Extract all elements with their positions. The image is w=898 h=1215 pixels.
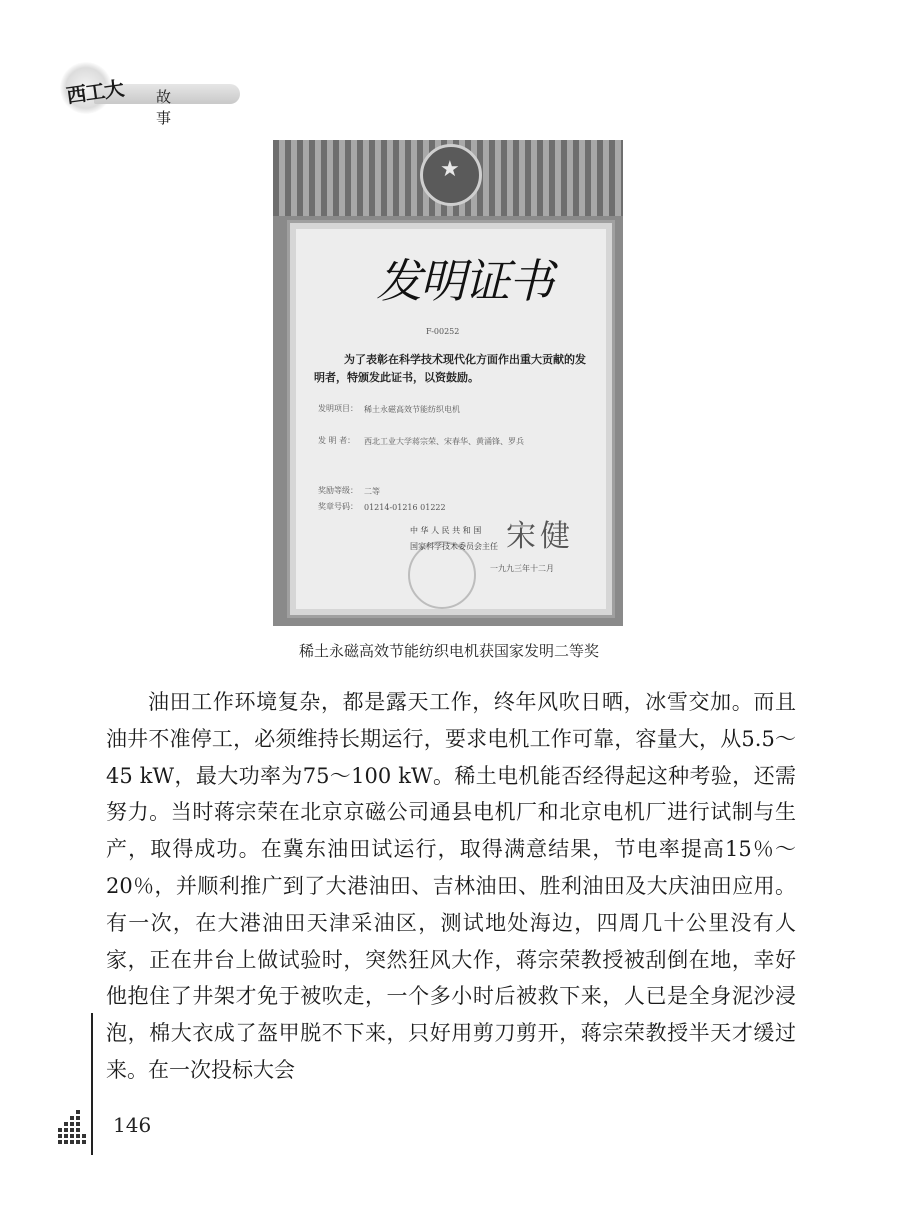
page-number: 146 <box>113 1113 152 1137</box>
signature: 宋健 <box>506 519 574 554</box>
certificate-row <box>318 403 554 417</box>
row-key: 发明项目： <box>318 404 358 413</box>
row-value: 二等 <box>364 487 380 496</box>
row-key: 发 明 者： <box>318 436 356 445</box>
certificate-panel <box>287 220 615 618</box>
row-key: 奖励等级： <box>318 486 358 495</box>
row-value: 西北工业大学蒋宗荣、宋春华、黄涌锋、罗兵 <box>364 437 524 446</box>
paragraph: 油田工作环境复杂，都是露天工作，终年风吹日晒，冰雪交加。而且油井不准停工，必须维持长期运行，要求电机工作可靠，容量大，从5.5～45 kW，最大功率为75～100 kW。稀土电机能否经得起这种考验，还需努力。当时蒋宗荣在北京京磁公司通县电机厂和北京电机厂进行试制与生产，取得成功。在冀东油田试运行，取得满意结果，节电率提高15％～20％，并顺利推广到了大港油田、吉林油田、胜利油田及大庆油田应用。有一次，在大港油田天津采油区，测试地处海边，四周几十公里没有人家，正在井台上做试验时，突然狂风大作，蒋宗荣教授被刮倒在地，幸好他抱住了井架才免于被吹走，一个多小时后被救下来，人已是全身泥沙浸泡，棉大衣成了盔甲脱不下来，只好用剪刀剪开，蒋宗荣教授半天才缓过来。在一次投标大会 <box>106 690 796 1082</box>
certificate-row <box>318 485 554 499</box>
certificate-photo <box>273 140 623 626</box>
issuer-line: 中 华 人 民 共 和 国 <box>410 526 482 535</box>
row-value: 稀土永磁高效节能纺织电机 <box>364 405 460 414</box>
badge-school-name: 西工大 <box>64 76 125 108</box>
figure-caption: 稀土永磁高效节能纺织电机获国家发明二等奖 <box>298 642 599 660</box>
certificate-issuer <box>410 523 498 555</box>
body-text <box>106 684 796 1089</box>
national-emblem-icon <box>420 144 482 206</box>
row-key: 奖章号码： <box>318 502 358 511</box>
certificate-serial: F-00252 <box>426 327 460 336</box>
dot-grid-decoration <box>58 1110 90 1150</box>
certificate-heading: 发明证书 <box>376 254 552 308</box>
margin-rule <box>91 1013 93 1155</box>
certificate-row <box>318 435 554 449</box>
certificate-date: 一九九三年十二月 <box>490 564 554 573</box>
section-badge <box>60 62 182 127</box>
badge-section-tag: 故事 <box>156 88 178 127</box>
certificate-intro: 为了表彰在科学技术现代化方面作出重大贡献的发明者，特颁发此证书，以资鼓励。 <box>314 353 586 384</box>
issuer-line: 国家科学技术委员会主任 <box>410 542 498 551</box>
row-value: 01214-01216 01222 <box>364 503 446 512</box>
